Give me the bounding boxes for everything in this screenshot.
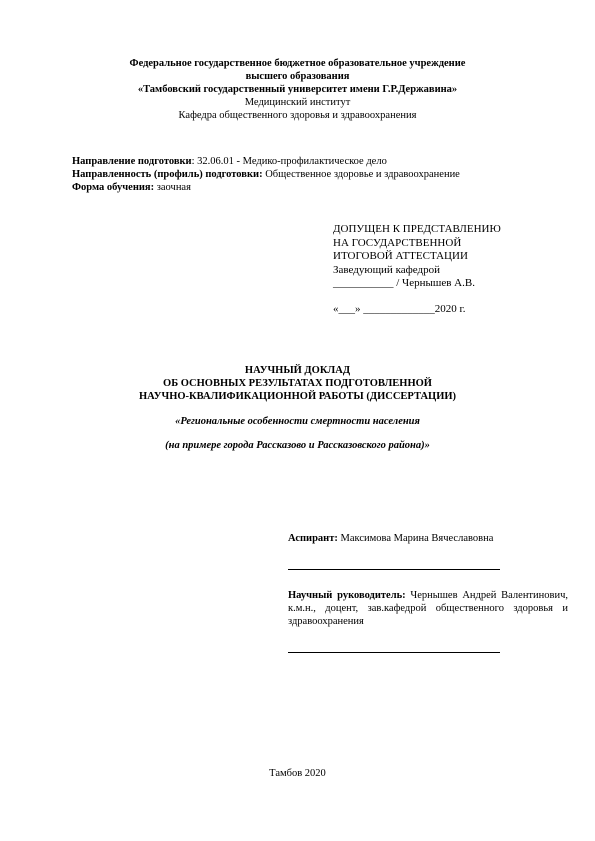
supervisor-label: Научный руководитель: xyxy=(288,590,406,601)
supervisor-block xyxy=(288,589,568,628)
topic-line-2: (на примере города Рассказово и Рассказовского района)» xyxy=(165,440,430,451)
approval-date: «___» _____________2020 г. xyxy=(333,302,466,315)
header-line-2: высшего образования xyxy=(245,71,350,82)
dissertation-topic xyxy=(60,415,535,452)
aspirant-label: Аспирант: xyxy=(288,533,338,544)
profile-label: Направленность (профиль) подготовки: xyxy=(72,169,263,180)
document-title xyxy=(60,364,535,403)
form-value: заочная xyxy=(154,182,191,193)
approval-line-3: ИТОГОВОЙ АТТЕСТАЦИИ xyxy=(333,250,468,262)
supervisor-text: Чернышев Андрей Валентинович, к.м.н., доцент, зав.кафедрой общественного здоровья и здравоохранения xyxy=(288,590,568,627)
header-line-3: «Тамбовский государственный университет имени Г.Р.Державина» xyxy=(137,84,458,95)
header-line-5: Кафедра общественного здоровья и здравоохранения xyxy=(178,110,417,121)
approval-line-2: НА ГОСУДАРСТВЕННОЙ xyxy=(333,236,462,249)
approval-block xyxy=(333,223,563,316)
title-line-3: НАУЧНО-КВАЛИФИКАЦИОННОЙ РАБОТЫ (ДИССЕРТАЦИИ) xyxy=(138,391,457,402)
aspirant-signature-line xyxy=(288,569,500,570)
direction-value: : 32.06.01 - Медико-профилактическое дело xyxy=(191,156,387,167)
title-line-1: НАУЧНЫЙ ДОКЛАД xyxy=(244,365,351,376)
title-line-2: ОБ ОСНОВНЫХ РЕЗУЛЬТАТАХ ПОДГОТОВЛЕННОЙ xyxy=(163,378,432,389)
approval-line-4: Заведующий кафедрой xyxy=(333,263,440,276)
aspirant-name: Максимова Марина Вячеславовна xyxy=(337,533,494,544)
program-info xyxy=(72,155,552,194)
direction-row xyxy=(72,155,552,168)
aspirant-row xyxy=(288,532,558,545)
institution-header xyxy=(60,57,535,122)
direction-label: Направление подготовки xyxy=(72,156,192,167)
profile-value: Общественное здоровье и здравоохранение xyxy=(262,169,460,180)
approval-signature: ___________ / Чернышев А.В. xyxy=(333,277,475,289)
topic-line-1: «Региональные особенности смертности населения xyxy=(175,416,420,427)
profile-row xyxy=(72,168,552,181)
header-line-4: Медицинский институт xyxy=(244,97,351,108)
footer-city-year: Тамбов 2020 xyxy=(269,768,326,779)
approval-line-1: ДОПУЩЕН К ПРЕДСТАВЛЕНИЮ xyxy=(333,223,501,235)
supervisor-signature-line xyxy=(288,652,500,653)
form-row xyxy=(72,181,552,194)
header-line-1: Федеральное государственное бюджетное образовательное учреждение xyxy=(129,58,466,69)
form-label: Форма обучения: xyxy=(72,182,155,193)
